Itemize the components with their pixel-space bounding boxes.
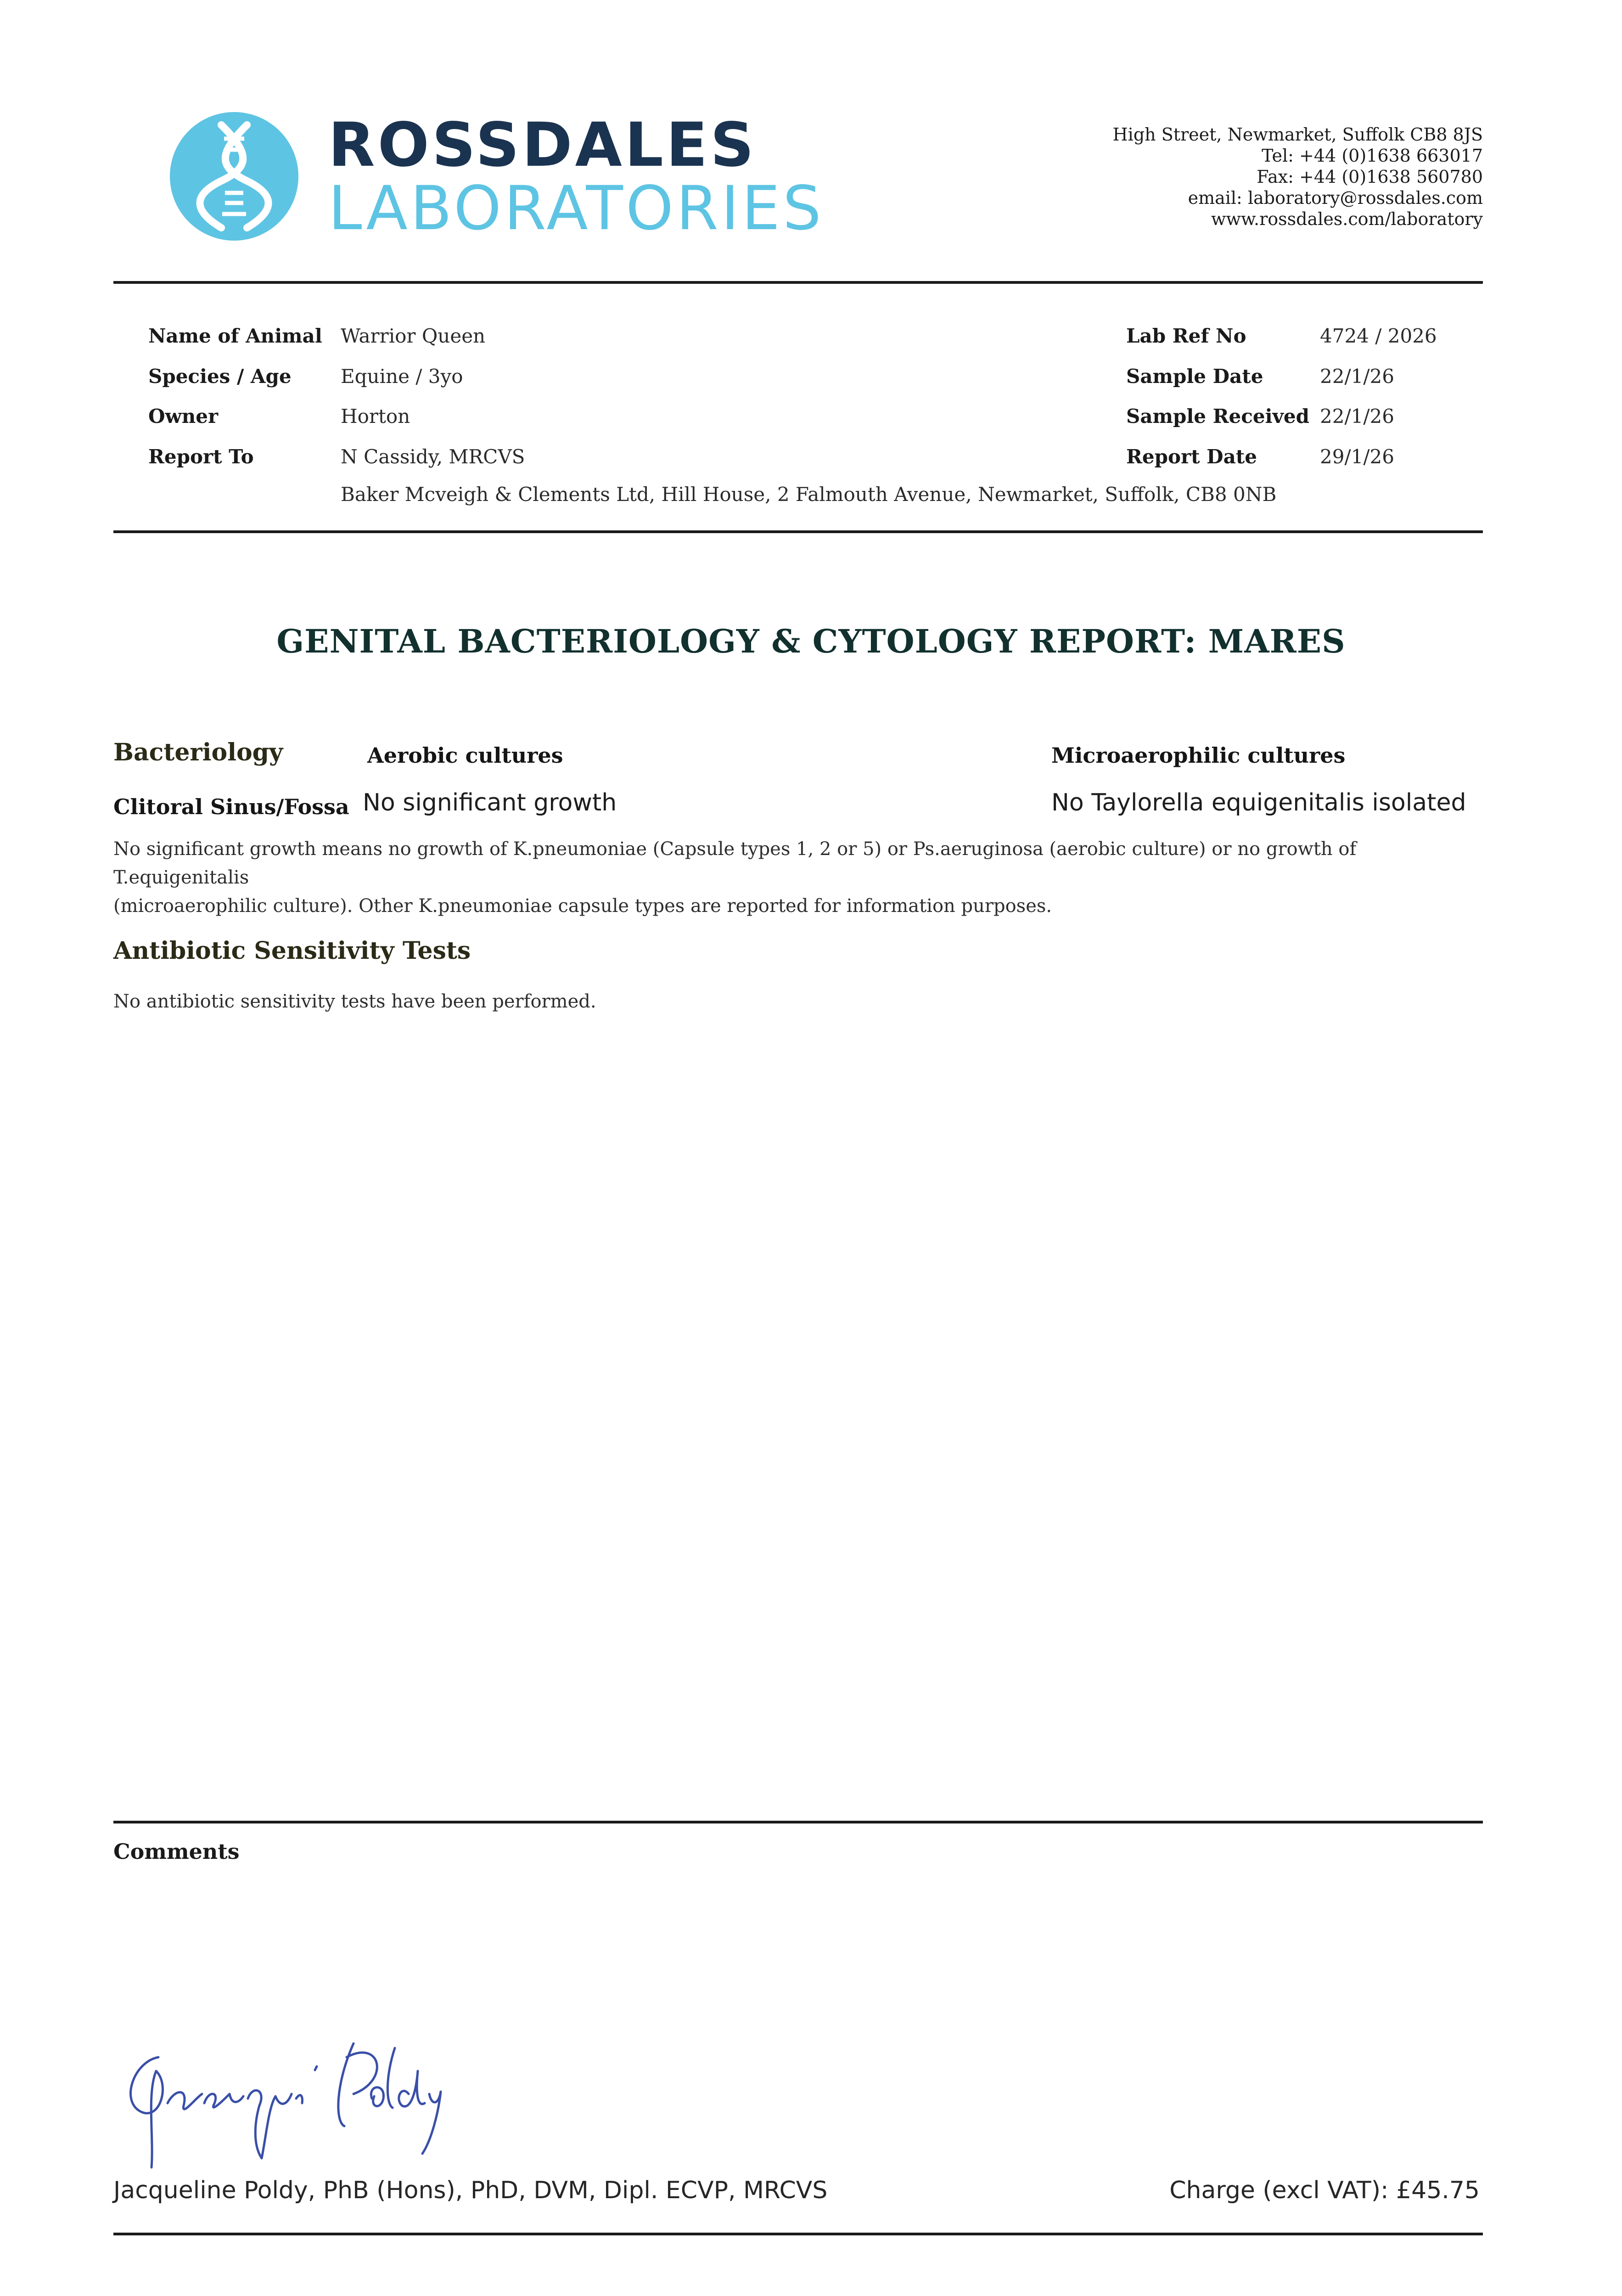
value-sample-received: 22/1/26 bbox=[1320, 405, 1394, 428]
dna-helix-icon bbox=[170, 112, 298, 241]
footer-divider bbox=[113, 2233, 1483, 2235]
bacteriology-heading: Bacteriology bbox=[113, 738, 283, 766]
value-name-of-animal: Warrior Queen bbox=[341, 325, 486, 347]
label-name-of-animal: Name of Animal bbox=[148, 325, 322, 347]
contact-email: email: laboratory@rossdales.com bbox=[1188, 188, 1483, 208]
antibiotic-text: No antibiotic sensitivity tests have been performed. bbox=[113, 991, 596, 1012]
label-sample-received: Sample Received bbox=[1126, 405, 1310, 428]
value-owner: Horton bbox=[341, 405, 410, 428]
aerobic-result: No significant growth bbox=[363, 789, 617, 816]
value-report-to-address: Baker Mcveigh & Clements Ltd, Hill House, 2 Falmouth Avenue, Newmarket, Suffolk, CB8 0NB bbox=[341, 483, 1277, 506]
antibiotic-heading: Antibiotic Sensitivity Tests bbox=[113, 937, 471, 965]
value-species-age: Equine / 3yo bbox=[341, 365, 463, 388]
charge-amount: Charge (excl VAT): £45.75 bbox=[1169, 2177, 1480, 2204]
comments-divider bbox=[113, 1821, 1483, 1823]
header-divider bbox=[113, 281, 1483, 284]
signatory-name: Jacqueline Poldy, PhB (Hons), PhD, DVM, Dipl. ECVP, MRCVS bbox=[113, 2177, 828, 2204]
microaerophilic-result: No Taylorella equigenitalis isolated bbox=[1051, 789, 1466, 816]
brand-name-line2: LABORATORIES bbox=[328, 173, 824, 244]
details-divider bbox=[113, 530, 1483, 533]
label-report-to: Report To bbox=[148, 445, 254, 468]
value-lab-ref-no: 4724 / 2026 bbox=[1320, 325, 1437, 347]
contact-web: www.rossdales.com/laboratory bbox=[1211, 209, 1483, 229]
label-lab-ref-no: Lab Ref No bbox=[1126, 325, 1246, 347]
report-title: GENITAL BACTERIOLOGY & CYTOLOGY REPORT: MARES bbox=[276, 622, 1346, 660]
contact-fax: Fax: +44 (0)1638 560780 bbox=[1257, 167, 1483, 187]
contact-block bbox=[1113, 124, 1483, 230]
signature-image bbox=[115, 2030, 445, 2181]
microaerophilic-cultures-heading: Microaerophilic cultures bbox=[1051, 743, 1346, 768]
value-report-date: 29/1/26 bbox=[1320, 445, 1394, 468]
label-sample-date: Sample Date bbox=[1126, 365, 1263, 388]
contact-tel: Tel: +44 (0)1638 663017 bbox=[1262, 146, 1483, 166]
label-species-age: Species / Age bbox=[148, 365, 292, 388]
label-owner: Owner bbox=[148, 405, 219, 428]
contact-address: High Street, Newmarket, Suffolk CB8 8JS bbox=[1112, 124, 1483, 145]
comments-label: Comments bbox=[113, 1839, 240, 1864]
bacteriology-note-line1: No significant growth means no growth of K.pneumoniae (Capsule types 1, 2 or 5) or Ps.aeruginosa (aerobic culture) or no growth of T.equigenitalis bbox=[113, 838, 1357, 888]
bacteriology-note-line2: (microaerophilic culture). Other K.pneumoniae capsule types are reported for information purposes. bbox=[113, 895, 1052, 917]
brand-name-line1: ROSSDALES bbox=[328, 110, 757, 180]
aerobic-cultures-heading: Aerobic cultures bbox=[367, 743, 563, 768]
sample-site-label: Clitoral Sinus/Fossa bbox=[113, 794, 349, 819]
value-report-to: N Cassidy, MRCVS bbox=[341, 445, 525, 468]
value-sample-date: 22/1/26 bbox=[1320, 365, 1394, 388]
bacteriology-note bbox=[113, 835, 1486, 920]
label-report-date: Report Date bbox=[1126, 445, 1257, 468]
